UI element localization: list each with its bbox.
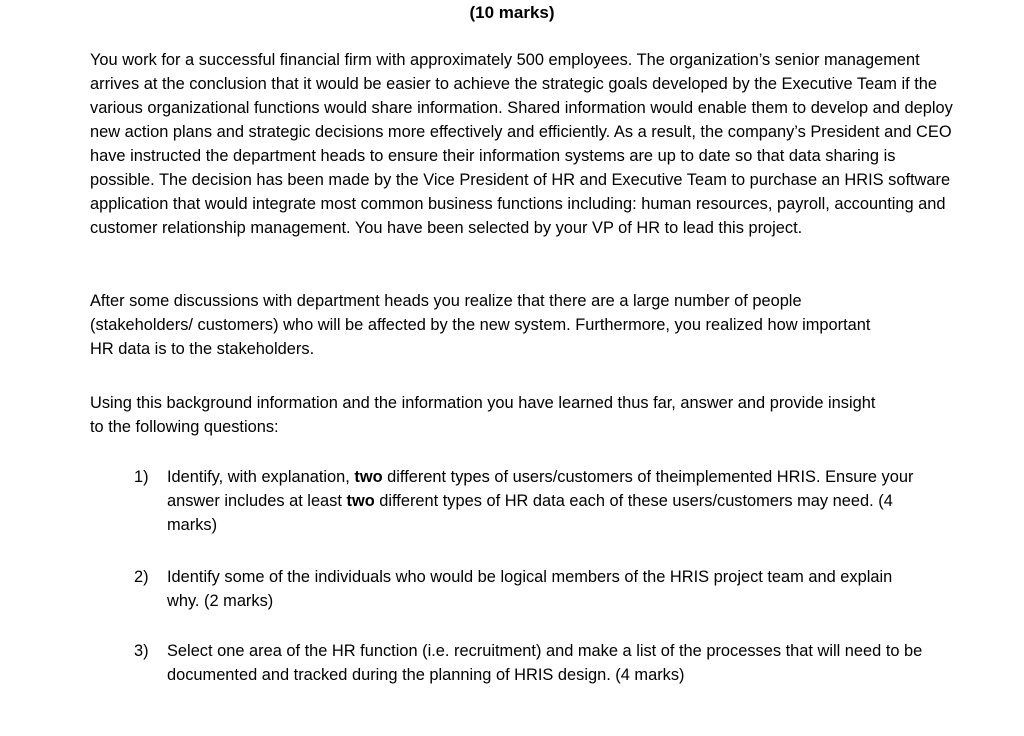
stakeholders-paragraph: After some discussions with department heads you realize that there are a large number of people (stakeholders/ customers) who will be affected by the new system. Furthermore, you realized how important HR data is to the stakeholders.: [90, 292, 871, 358]
question-number: 3): [134, 642, 149, 660]
question-text: [167, 465, 927, 537]
emphasis-text: two: [346, 492, 375, 510]
question-text-part: different types of users/customers of theimplemented HRIS. Ensure your answer includes at least: [167, 468, 914, 510]
emphasis-text: two: [354, 468, 383, 486]
question-text: Identify some of the individuals who would be logical members of the HRIS project team and explain why. (2 marks): [167, 568, 893, 610]
marks-heading: (10 marks): [469, 3, 555, 22]
question-text-part: different types of HR data each of these users/customers may need. (4 marks): [167, 492, 893, 534]
instructions-paragraph: Using this background information and the information you have learned thus far, answer and provide insight to the following questions:: [90, 394, 876, 436]
question-text-part: Identify, with explanation,: [167, 468, 355, 486]
scenario-paragraph: You work for a successful financial firm with approximately 500 employees. The organization’s senior management arrives at the conclusion that it would be easier to achieve the strategic goals developed by the Executive Team if the various organizational functions would share information. Shared information would enable them to develop and deploy new action plans and strategic decisions more effectively and efficiently. As a result, the company’s President and CEO have instructed the department heads to ensure their information systems are up to date so that data sharing is possible. The decision has been made by the Vice President of HR and Executive Team to purchase an HRIS software application that would integrate most common business functions including: human resources, payroll, accounting and customer relationship management. You have been selected by your VP of HR to lead this project.: [90, 51, 953, 237]
question-text: Select one area of the HR function (i.e. recruitment) and make a list of the processes that will need to be documented and tracked during the planning of HRIS design. (4 marks): [167, 642, 923, 684]
question-number: 2): [134, 568, 149, 586]
question-number: 1): [134, 468, 149, 486]
